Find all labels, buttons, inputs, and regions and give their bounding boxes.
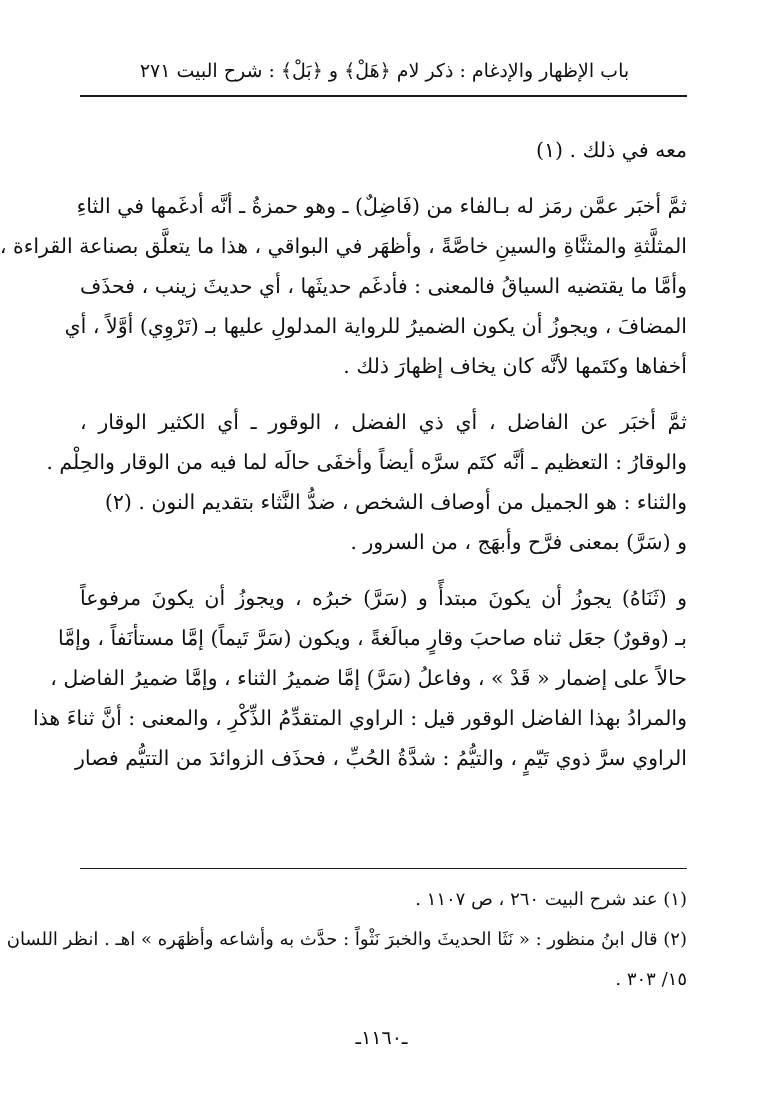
text-line: الراوي سرَّ ذوي تَيّمٍ ، والتيُّمُ : شدَّةُ الحُبِّ ، فحذَف الزوائدَ من التتيُّم فصار — [74, 746, 687, 770]
text-line: بـ (وقورٌ) جعَل ثناه صاحبَ وقارٍ مبالَغةً ، ويكون (سَرَّ تَيماً) إمَّا مستأنَفاً ، وإمَّا — [58, 626, 687, 650]
text-line: والثناء : هو الجميل من أوصاف الشخص ، ضدُّ النَّثاء بتقديم النون . (٢) — [104, 490, 687, 514]
text-line: ثمَّ أخبَر عن الفاضل ، أي ذي الفضل ، الوقور ـ أي الكثير الوقار ، — [80, 410, 687, 434]
text-line: والمرادُ بهذا الفاضل الوقور قيل : الراوي المتقدِّمُ الذِّكْرِ ، والمعنى : أنَّ ثناءَ هذا — [32, 706, 687, 730]
text-line: المثلَّثةِ والمثنَّاةِ والسينِ خاصَّةً ، وأظهَر في البواقي ، هذا ما يتعلَّق بصناعة القراءة ، — [0, 234, 687, 258]
paragraph-gap — [80, 386, 687, 402]
text-line: معه في ذلك . (١) — [536, 138, 687, 162]
running-header: باب الإظهار والإدغام : ذكر لام ﴿هَلْ﴾ و ﴿بَلْ﴾ : شرح البيت ٢٧١ — [139, 60, 630, 82]
body-text — [0, 130, 687, 778]
text-line: والوقارُ : التعظيم ـ أنَّه كتَم سرَّه أيضاً وأخفَى حالَه لما فيه من الوقار والحِلْم . — [46, 450, 687, 474]
text-line: المضافَ ، ويجوزُ أن يكون الضميرُ للرواية المدلولِ عليها بـ (تَرْوِي) أوَّلاً ، أي — [64, 314, 687, 338]
footnote-1: (١) عند شرح البيت ٢٦٠ ، ص ١١٠٧ . — [415, 889, 687, 910]
text-line: و (ثَنَاهُ) يجوزُ أن يكونَ مبتدأً و (سَرَّ) خبرُه ، ويجوزُ أن يكونَ مرفوعاً — [80, 586, 687, 610]
text-line: حالاً على إضمار « قَدْ » ، وفاعلُ (سَرَّ) إمَّا ضميرُ الثناء ، وإمَّا ضميرُ الفاضل ، — [50, 666, 687, 690]
footnotes — [6, 880, 687, 1000]
paragraph-gap — [80, 562, 687, 578]
footnote-2: (٢) قال ابنُ منظور : « نَثَا الحديثَ والخبرَ نَثْواً : حدَّث به وأشاعه وأظهَره » اهـ . انظر اللسان — [6, 929, 687, 950]
header-rule — [80, 95, 687, 97]
text-line: ثمَّ أخبَر عمَّن رمَز له بـالفاء من (فَاضِلٌ) ـ وهو حمزةُ ـ أنَّه أدغَمها في الثاءِ — [76, 194, 687, 218]
text-line: و (سَرَّ) بمعنى فرَّح وأبهَج ، من السرور . — [350, 530, 687, 554]
text-line: أخفاها وكتَمها لأنَّه كان يخاف إظهارَ ذلك . — [343, 354, 687, 378]
paragraph-gap — [80, 170, 687, 186]
text-line: وأمَّا ما يقتضيه السياقُ فالمعنى : فأدغَم حديثَها ، أي حديثَ زينب ، فحذَف — [80, 274, 687, 298]
footnote-rule — [80, 868, 687, 869]
footnote-2-continued: ١٥/ ٣٠٣ . — [615, 969, 687, 990]
page-number: ـ١١٦٠ـ — [355, 1027, 408, 1049]
